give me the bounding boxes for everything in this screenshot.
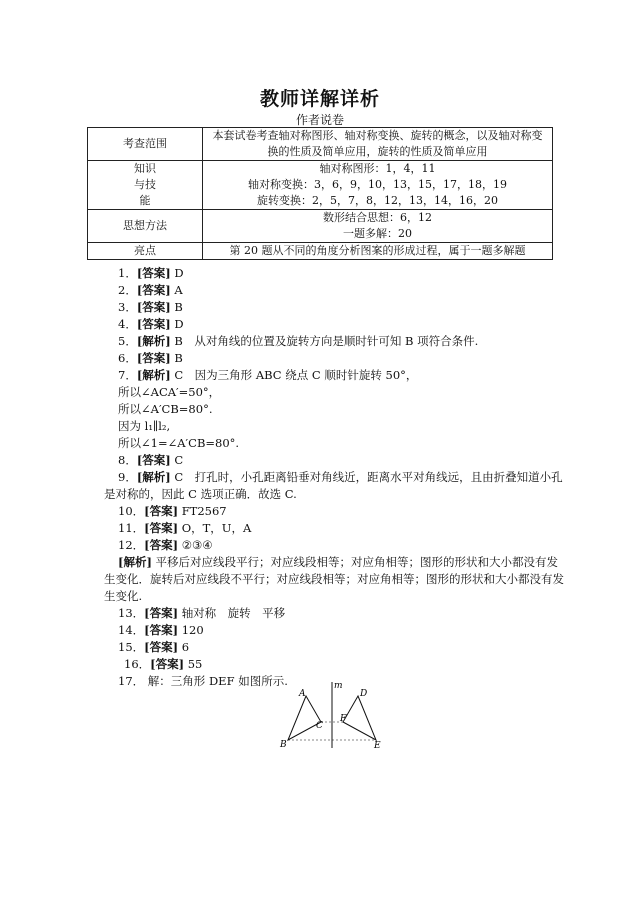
- answer-label: [答案]: [144, 606, 179, 620]
- answer-line: [118, 419, 170, 434]
- answer-line: [118, 300, 183, 315]
- answer-line: [118, 283, 183, 298]
- answer-number: 8．: [118, 453, 137, 467]
- table-key-line: 与技: [134, 178, 156, 191]
- answer-number: 16．: [124, 657, 151, 671]
- answer-text: C: [174, 453, 184, 467]
- point-label-a: A: [299, 689, 306, 699]
- table-value: [203, 128, 553, 161]
- answer-label: [解析]: [136, 470, 171, 484]
- page-title: 教师详解详析: [259, 88, 380, 110]
- table-value: [203, 161, 553, 210]
- point-label-b: B: [280, 740, 287, 750]
- table-row: [88, 128, 553, 161]
- answer-label: [答案]: [144, 640, 179, 654]
- info-table: [87, 127, 553, 260]
- answer-text: 是对称的，因此 C 选项正确．故选 C.: [104, 487, 297, 501]
- answer-number: 4．: [118, 317, 137, 331]
- answer-line: [118, 504, 227, 519]
- axis-label: m: [334, 681, 343, 691]
- answer-label: [答案]: [136, 317, 171, 331]
- answer-number: 13．: [118, 606, 145, 620]
- answer-text: 生变化．旋转后对应线段不平行；对应线段相等；对应角相等；图形的形状和大小都没有发: [104, 572, 564, 586]
- table-value-line: 本套试卷考查轴对称图形、轴对称变换、旋转的概念，以及轴对称变: [212, 129, 543, 142]
- point-label-f: F: [340, 714, 347, 724]
- answer-number: 7．: [118, 368, 137, 382]
- answer-line: [118, 623, 204, 638]
- answer-text: D: [174, 317, 184, 331]
- answer-text: C 打孔时，小孔距离铅垂对角线近，距离水平对角线远，且由折叠知道小孔: [174, 470, 563, 484]
- table-value-line: 轴对称变换：3，6，9，10，13，15，17，18，19: [248, 178, 507, 191]
- answer-text: 55: [187, 657, 203, 671]
- answer-line: [118, 470, 563, 485]
- table-key-line: 知识: [134, 162, 156, 175]
- answer-label: [答案]: [136, 453, 171, 467]
- answer-label: [答案]: [144, 623, 179, 637]
- answer-text: 轴对称 旋转 平移: [181, 606, 286, 620]
- answer-label: [答案]: [144, 504, 179, 518]
- answer-number: 2．: [118, 283, 137, 297]
- answer-number: 17．: [118, 674, 145, 688]
- answer-label: [答案]: [136, 283, 171, 297]
- answer-line: [118, 317, 184, 332]
- answer-number: 9．: [118, 470, 137, 484]
- table-value: [203, 210, 553, 243]
- answer-label: [答案]: [150, 657, 185, 671]
- table-row: [88, 243, 553, 260]
- answer-number: 12．: [118, 538, 145, 552]
- table-row: [88, 210, 553, 243]
- table-row: [88, 161, 553, 210]
- answer-number: 14．: [118, 623, 145, 637]
- answer-label: [解析]: [118, 555, 152, 569]
- table-value-line: 换的性质及简单应用，旋转的性质及简单应用: [267, 145, 488, 158]
- answer-line: [118, 368, 417, 383]
- answer-text: B: [174, 351, 183, 365]
- triangle-abc: [288, 696, 321, 740]
- answer-text: 所以∠1=∠A′CB=80°.: [118, 436, 240, 450]
- answer-text: 所以∠A′CB=80°.: [118, 402, 213, 416]
- answer-text: B: [174, 300, 183, 314]
- triangle-def: [343, 696, 376, 740]
- point-label-e: E: [374, 741, 381, 750]
- answer-number: 15．: [118, 640, 145, 654]
- answer-text: D: [174, 266, 184, 280]
- answer-line: [118, 640, 189, 655]
- answer-number: 6．: [118, 351, 137, 365]
- answer-number: 11．: [118, 521, 145, 535]
- answer-text: 所以∠ACA′=50°，: [118, 385, 221, 399]
- table-value-line: 第 20 题从不同的角度分析图案的形成过程，属于一题多解题: [229, 244, 526, 257]
- answer-line: [118, 266, 184, 281]
- answer-text: ②③④: [181, 538, 213, 552]
- answer-line: [118, 453, 183, 468]
- answer-text: 因为 l₁∥l₂,: [118, 419, 171, 433]
- answer-line: [118, 351, 183, 366]
- table-key: [88, 161, 203, 210]
- answer-line: [118, 521, 251, 536]
- point-label-d: D: [360, 689, 368, 699]
- answer-label: [答案]: [136, 266, 171, 280]
- answer-text: A: [174, 283, 183, 297]
- answer-line: [118, 555, 558, 570]
- point-label-c: C: [316, 721, 323, 731]
- answer-number: 5．: [118, 334, 137, 348]
- table-value-line: 轴对称图形：1，4，11: [319, 162, 436, 175]
- answer-line: [104, 589, 142, 604]
- answer-label: [答案]: [136, 351, 171, 365]
- table-key: 思想方法: [88, 210, 203, 243]
- answer-label: [解析]: [136, 368, 171, 382]
- answer-line: [118, 538, 213, 553]
- answer-text: 生变化.: [104, 589, 143, 603]
- table-value-line: 一题多解：20: [343, 227, 412, 240]
- table-value-line: 旋转变换：2，5，7，8，12，13，14，16，20: [257, 194, 498, 207]
- answer-label: [答案]: [144, 538, 179, 552]
- triangle-figure: [278, 676, 388, 750]
- answer-text: 解：三角形 DEF 如图所示.: [147, 674, 288, 688]
- answer-number: 1．: [118, 266, 137, 280]
- answer-text: 120: [181, 623, 204, 637]
- table-value-line: 数形结合思想：6，12: [323, 211, 432, 224]
- table-key: 亮点: [88, 243, 203, 260]
- answer-text: O，T，U，A: [181, 521, 252, 535]
- answer-text: 6: [181, 640, 190, 654]
- answer-label: [答案]: [136, 300, 171, 314]
- table-value: [203, 243, 553, 260]
- table-key-line: 能: [139, 194, 151, 207]
- table-key: 考查范围: [88, 128, 203, 161]
- answer-text: FT2567: [181, 504, 227, 518]
- answer-line: [118, 606, 285, 621]
- answer-label: [解析]: [136, 334, 171, 348]
- answer-label: [答案]: [144, 521, 179, 535]
- answer-text: C 因为三角形 ABC 绕点 C 顺时针旋转 50°，: [174, 368, 418, 382]
- page-subtitle: 作者说卷: [295, 113, 344, 127]
- answer-line: [118, 402, 212, 417]
- answer-line: [104, 487, 297, 502]
- answer-number: 3．: [118, 300, 137, 314]
- answer-text: B 从对角线的位置及旋转方向是顺时针可知 B 项符合条件.: [174, 334, 479, 348]
- answer-line: [118, 436, 239, 451]
- answer-line: [104, 572, 564, 587]
- answer-text: 平移后对应线段平行；对应线段相等；对应角相等；图形的形状和大小都没有发: [155, 555, 559, 569]
- answer-number: 10．: [118, 504, 145, 518]
- answer-line: [118, 334, 478, 349]
- answer-line: [124, 657, 202, 672]
- answer-line: [118, 674, 288, 689]
- answer-line: [118, 385, 220, 400]
